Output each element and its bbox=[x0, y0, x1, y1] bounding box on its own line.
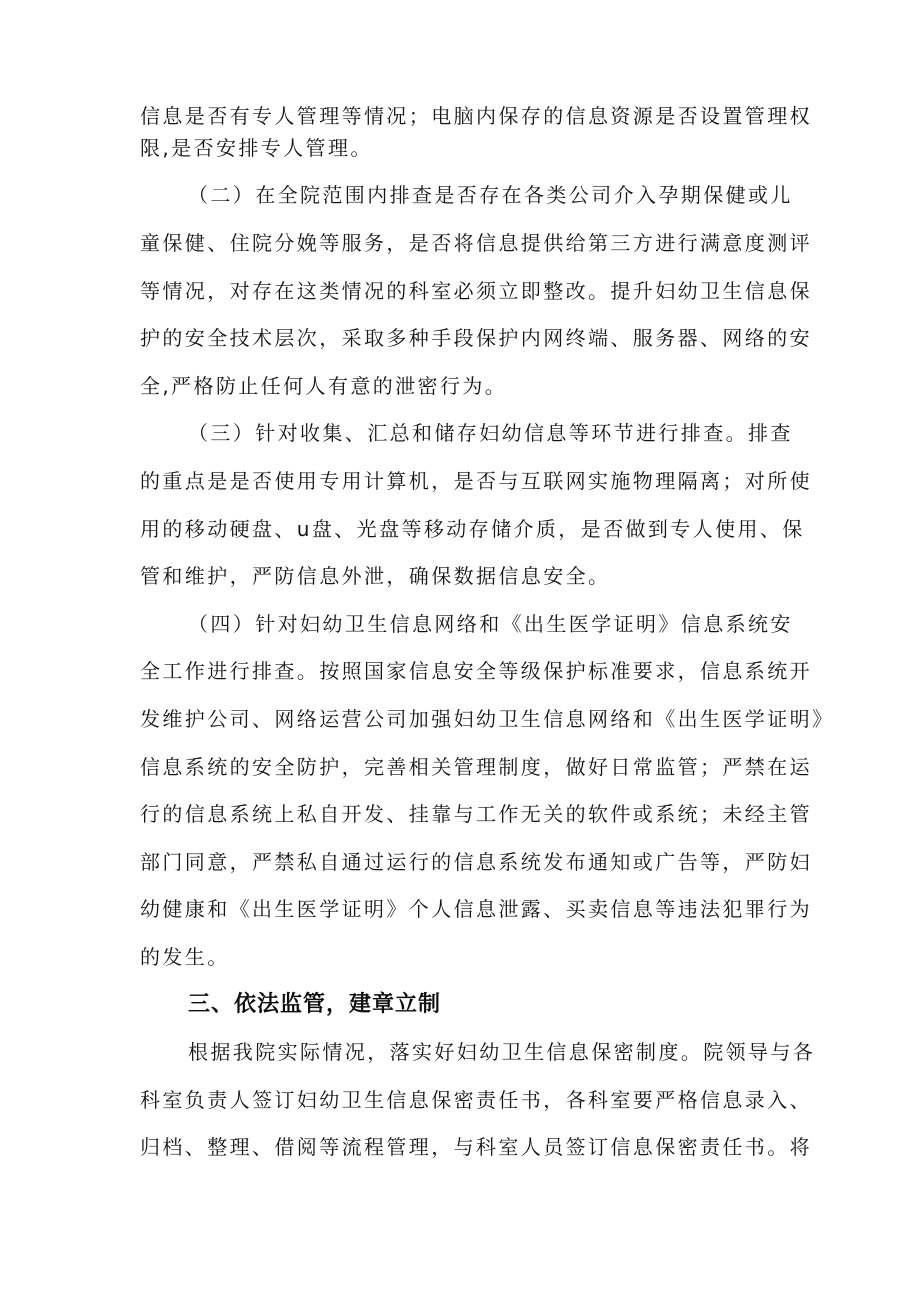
text-line: 用的移动硬盘、u盘、光盘等移动存储介质，是否做到专人使用、保 bbox=[140, 517, 805, 541]
text-line: 部门同意，严禁私自通过运行的信息系统发布通知或广告等，严防妇 bbox=[140, 850, 812, 874]
text-line: 童保健、住院分娩等服务，是否将信息提供给第三方进行满意度测评 bbox=[140, 231, 812, 255]
text-line: 的发生。 bbox=[140, 945, 230, 969]
text-line: 限,是否安排专人管理。 bbox=[140, 136, 373, 160]
text-line: 管和维护，严防信息外泄，确保数据信息安全。 bbox=[140, 564, 611, 588]
paragraph-first-line: （四）针对妇幼卫生信息网络和《出生医学证明》信息系统安 bbox=[188, 612, 793, 636]
text-line: 全工作进行排查。按照国家信息安全等级保护标准要求，信息系统开 bbox=[140, 659, 812, 683]
text-line: 全,严格防止任何人有意的泄密行为。 bbox=[140, 374, 508, 398]
section-heading: 三、依法监管，建章立制 bbox=[188, 992, 442, 1017]
paragraph-first-line: 根据我院实际情况，落实好妇幼卫生信息保密制度。院领导与各 bbox=[188, 1040, 816, 1064]
paragraph-first-line: （二）在全院范围内排查是否存在各类公司介入孕期保健或儿 bbox=[188, 183, 793, 207]
text-line: 幼健康和《出生医学证明》个人信息泄露、买卖信息等违法犯罪行为 bbox=[140, 897, 812, 921]
text-line: 科室负责人签订妇幼卫生信息保密责任书，各科室要严格信息录入、 bbox=[140, 1088, 812, 1112]
text-line: 等情况，对存在这类情况的科室必须立即整改。提升妇幼卫生信息保 bbox=[140, 279, 812, 303]
text-line: 行的信息系统上私自开发、挂靠与工作无关的软件或系统；未经主管 bbox=[140, 802, 812, 826]
text-line: 归档、整理、借阅等流程管理，与科室人员签订信息保密责任书。将 bbox=[140, 1135, 812, 1159]
paragraph-first-line: （三）针对收集、汇总和储存妇幼信息等环节进行排查。排查 bbox=[188, 421, 793, 445]
text-line: 的重点是是否使用专用计算机，是否与互联网实施物理隔离；对所使 bbox=[140, 469, 812, 493]
text-line: 发维护公司、网络运营公司加强妇幼卫生信息网络和《出生医学证明》 bbox=[140, 707, 835, 731]
text-line: 信息是否有专人管理等情况；电脑内保存的信息资源是否设置管理权 bbox=[140, 104, 812, 128]
text-line: 信息系统的安全防护，完善相关管理制度，做好日常监管；严禁在运 bbox=[140, 755, 812, 779]
text-line: 护的安全技术层次，采取多种手段保护内网终端、服务器、网络的安 bbox=[140, 326, 812, 350]
